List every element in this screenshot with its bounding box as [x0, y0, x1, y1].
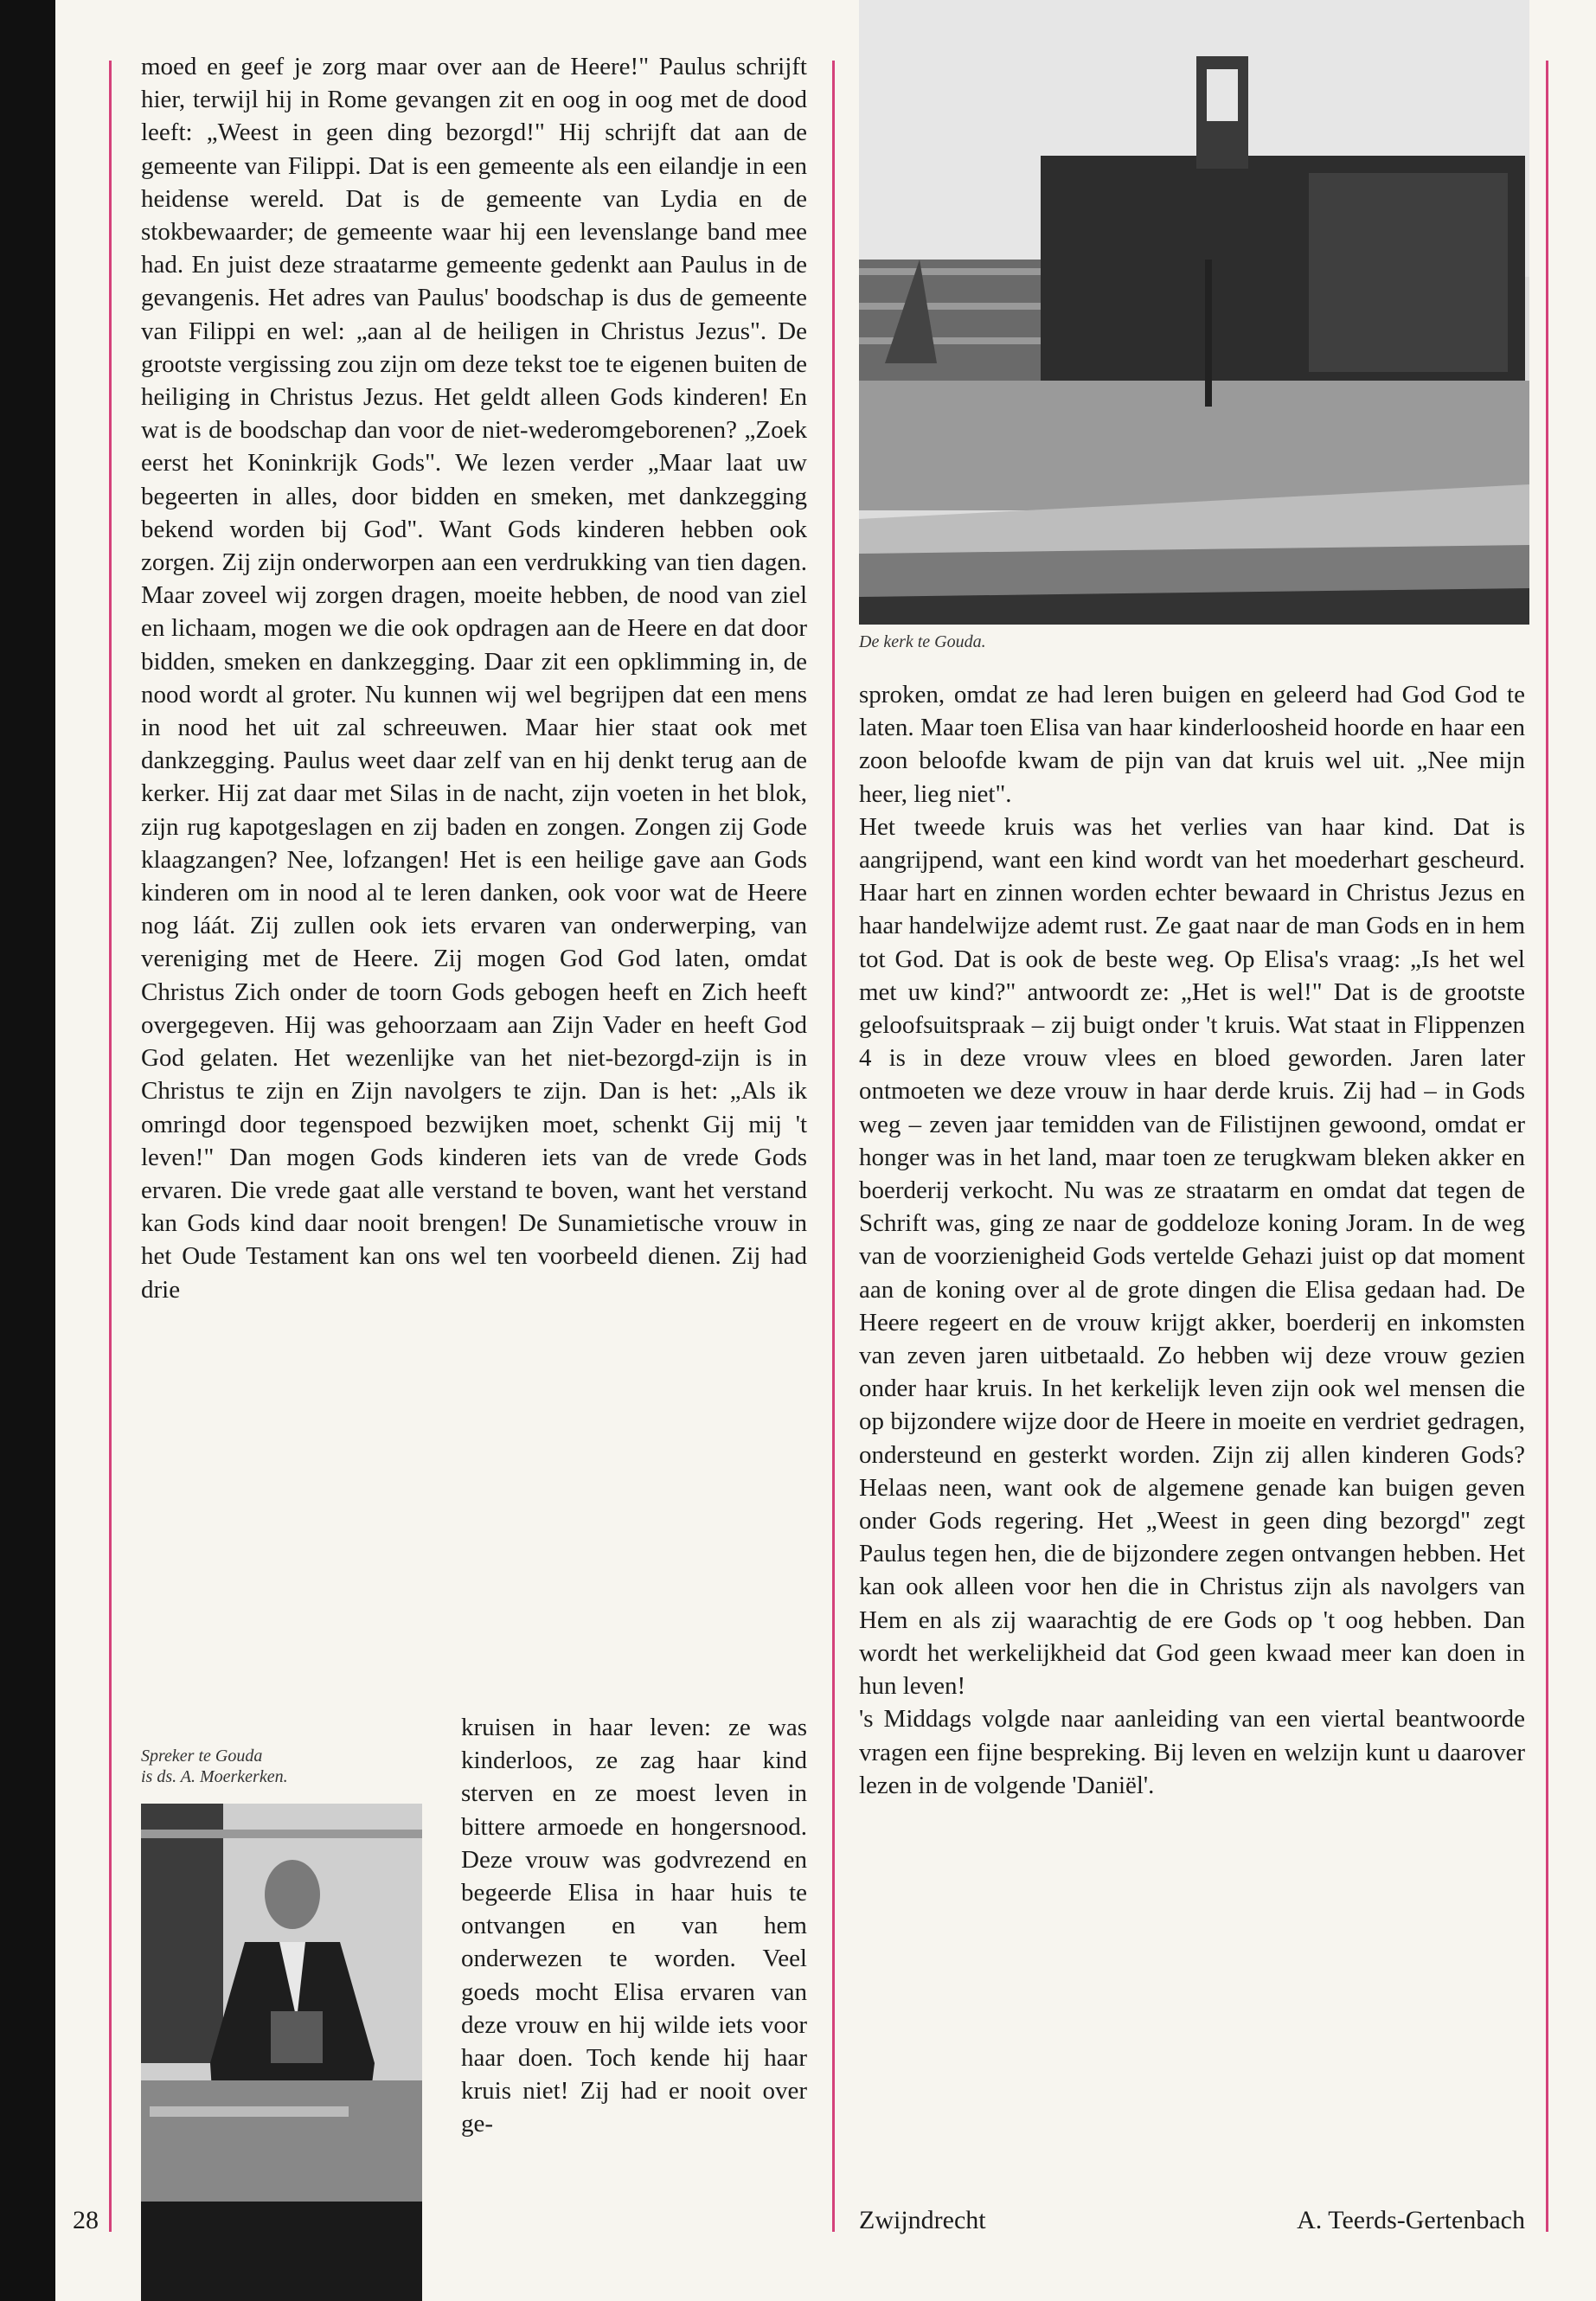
speaker-caption-line: Spreker te Gouda — [141, 1747, 263, 1766]
speaker-photo-caption — [141, 1746, 375, 1787]
speaker-caption-line: is ds. A. Moerkerken. — [141, 1767, 288, 1786]
right-paragraph: sproken, omdat ze had leren buigen en geleerd had God God te laten. Maar toen Elisa van haar kinderloosheid hoorde en haar een zoon beloofde kwam de pijn van dat kruis wel uit. „Nee mijn heer, lieg niet". — [859, 681, 1525, 808]
speaker-illustration — [141, 1804, 422, 2301]
left-column-wrap-text — [461, 1711, 807, 2141]
left-paragraph: moed en geef je zorg maar over aan de Heere!" Paulus schrijft hier, terwijl hij in Rome gevangen zit en oog in oog met de dood leeft: „Weest in geen ding bezorgd!" Hij schrijft dat aan de gemeente van Filippi. Dat is een gemeente als een eilandje in een heidense wereld. Dat is de gemeente van Lydia en de stokbewaarder; de gemeente waar hij een levenslange band mee had. En juist deze straatarme gemeente gedenkt aan Paulus in de gevangenis. Het adres van Paulus' boodschap is dus de gemeente van Filippi en wel: „aan al de heiligen in Christus Jezus". De grootste vergissing zou zijn om deze tekst toe te eigenen buiten de heiliging in Christus Jezus. Het geldt alleen Gods kinderen! En wat is de boodschap dan voor de niet-wederomgeborenen? „Zoek eerst het Koninkrijk Gods". We lezen verder „Maar laat uw begeerten in alles, door bidden en smeken, met dankzegging bekend worden bij God". Want Gods kinderen hebben ook zorgen. Zij zijn onderworpen aan een verdrukking van tien dagen. Maar zoveel wij zorgen dragen, moeite hebben, de nood van ziel en lichaam, mogen we die ook opdragen aan de Heere en dat door bidden, smeken en dankzegging. Daar zit een opklimming in, de nood wordt al groter. Nu kunnen wij wel begrijpen dat een mens in nood het uit zal schreeuwen. Maar hier staat ook met dankzegging. Paulus weet daar zelf van en hij denkt terug aan de kerker. Hij zat daar met Silas in de nacht, zijn voeten in het blok, zijn rug kapotgeslagen en zij baden en zongen. Zongen zij Gode klaagzangen? Nee, lofzangen! Het is een heilige gave aan Gods kinderen om in nood al te leren danken, ook voor wat de Heere nog láát. Zij zullen ook iets ervaren van onderwerping, van vereniging met de Heere. Zij mogen God God laten, omdat Christus Zich onder de toorn Gods gebogen heeft en Zich heeft overgegeven. Hij was gehoorzaam aan Zijn Vader en heeft God God gelaten. Het wezenlijke van het niet-bezorgd-zijn is in Christus te zijn en Zijn navolgers te zijn. Dan is het: „Als ik omringd door tegenspoed bezwijken moet, schenkt Gij mij 't leven!" Dan mogen Gods kinderen iets van de vrede Gods ervaren. Die vrede gaat alle verstand te boven, want het verstand kan Gods kind daar nooit brengen! De Sunamietische vrouw in het Oude Testament kan ons wel ten voorbeeld dienen. Zij had drie — [141, 53, 807, 1304]
right-column-text — [859, 678, 1525, 1802]
right-paragraph: Het tweede kruis was het verlies van haar kind. Dat is aangrijpend, want een kind wordt van het moederhart gescheurd. Haar hart en zinnen worden echter bewaard in Christus Jezus en haar handelwijze ademt rust. Ze gaat naar de man Gods en in hem tot God. Dat is ook de beste weg. Op Elisa's vraag: „Is het wel met uw kind?" antwoordt ze: „Het is wel!" Dat is de grootste geloofsuitspraak – zij buigt onder 't kruis. Wat staat in Flippenzen 4 is in deze vrouw vlees en bloed geworden. Jaren later ontmoeten we deze vrouw in haar derde kruis. Zij had – in Gods weg – zeven jaar temidden van de Filistijnen gewoond, omdat er honger was in het land, maar toen ze terugkwam bleken akker en boerderij verkocht. Nu was ze straatarm en omdat dat tegen de Schrift was, ging ze naar de goddeloze koning Joram. In de weg van de voorzienigheid Gods vertelde Gehazi juist op dat moment aan de koning over al de grote dingen die Elisa gedaan had. De Heere regeert en de vrouw krijgt akker, boerderij en inkomsten van zeven jaren uitbetaald. Zo hebben wij deze vrouw gezien onder haar kruis. In het kerkelijk leven zijn ook wel mensen die op bijzondere wijze door de Heere in moeite en verdriet gedragen, ondersteund en gesterkt worden. Zijn zij allen kinderen Gods? Helaas neen, want ook de algemene genade kan buigen geven onder Gods regering. Het „Weest in geen ding bezorgd" zegt Paulus tegen hen, die de bijzondere zegen ontvangen hebben. Het kan ook alleen voor hen die in Christus zijn als navolgers van Hem en als zij waarachtig de ere Gods op 't oog hebben. Dan wordt het werkelijkheid dat God geen kwaad meer kan doen in hun leven! — [859, 812, 1525, 1701]
page-number: 28 — [73, 2206, 99, 2234]
left-wrap-paragraph: kruisen in haar leven: ze was kinderloos, ze zag haar kind sterven en ze moest leven in bittere armoede en hongersnood. Deze vrouw was godvrezend en begeerde Elisa in haar huis te ontvangen en van hem onderwezen te worden. Veel goeds mocht Elisa ervaren van deze vrouw en hij wilde iets voor haar doen. Toch kende hij haar kruis niet! Zij had er nooit over ge- — [461, 1714, 807, 2138]
left-column-text — [141, 50, 807, 1306]
footer-place: Zwijndrecht — [859, 2206, 986, 2234]
right-margin-rule — [1546, 61, 1548, 2232]
center-column-rule — [832, 61, 835, 2232]
speaker-photo — [141, 1804, 422, 2301]
right-paragraph: 's Middags volgde naar aanleiding van een viertal beantwoorde vragen een fijne bespreking. Bij leven en welzijn kunt u daarover lezen in de volgende 'Daniël'. — [859, 1705, 1525, 1799]
church-illustration — [859, 0, 1529, 625]
binding-edge — [0, 0, 55, 2301]
left-margin-rule — [109, 61, 112, 2232]
church-photo-caption: De kerk te Gouda. — [859, 632, 986, 651]
footer-author: A. Teerds-Gertenbach — [1297, 2206, 1525, 2234]
church-photo — [859, 0, 1529, 625]
